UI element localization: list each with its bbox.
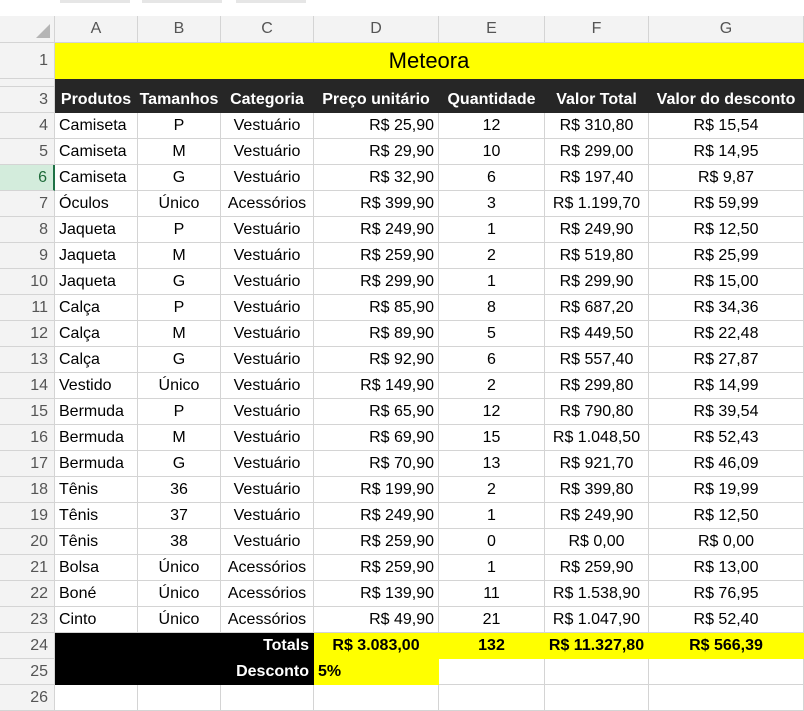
table-cell[interactable]: Único [138,191,221,217]
table-cell[interactable]: 21 [439,607,545,633]
tab-fragment [142,0,222,3]
table-cell[interactable]: Vestuário [221,503,314,529]
table-cell[interactable]: P [138,399,221,425]
table-cell[interactable]: Óculos [55,191,138,217]
table-cell[interactable]: R$ 0,00 [545,529,649,555]
select-all-icon [36,24,50,38]
row-header-5[interactable]: 5 [0,139,55,165]
header-categoria[interactable]: Categoria [221,87,314,113]
table-cell[interactable]: 1 [439,217,545,243]
table-cell[interactable]: 11 [439,581,545,607]
table-cell[interactable]: G [138,347,221,373]
table-cell[interactable]: R$ 299,90 [314,269,439,295]
table-cell[interactable]: Camiseta [55,139,138,165]
table-cell[interactable]: Bermuda [55,451,138,477]
table-cell[interactable]: Jaqueta [55,243,138,269]
table-cell[interactable]: R$ 34,36 [649,295,804,321]
row-header-14[interactable]: 14 [0,373,55,399]
table-cell[interactable]: Vestuário [221,451,314,477]
table-cell[interactable]: R$ 790,80 [545,399,649,425]
header-tamanhos[interactable]: Tamanhos [138,87,221,113]
table-cell[interactable]: Calça [55,321,138,347]
table-cell[interactable]: 36 [138,477,221,503]
table-cell[interactable]: R$ 92,90 [314,347,439,373]
row-header-21[interactable]: 21 [0,555,55,581]
table-cell[interactable]: R$ 32,90 [314,165,439,191]
table-cell[interactable]: R$ 1.538,90 [545,581,649,607]
column-header-c[interactable]: C [221,16,314,43]
table-cell[interactable]: R$ 14,99 [649,373,804,399]
header-valor-desconto[interactable]: Valor do desconto [649,87,804,113]
column-header-g[interactable]: G [649,16,804,43]
table-cell[interactable]: Jaqueta [55,269,138,295]
table-cell[interactable]: Calça [55,347,138,373]
table-cell[interactable]: R$ 69,90 [314,425,439,451]
table-cell[interactable]: M [138,139,221,165]
header-preco-unitario[interactable]: Preço unitário [314,87,439,113]
table-cell[interactable]: Acessórios [221,555,314,581]
table-cell[interactable]: Jaqueta [55,217,138,243]
header-quantidade[interactable]: Quantidade [439,87,545,113]
table-cell[interactable]: 5 [439,321,545,347]
tab-fragment [60,0,130,3]
table-cell[interactable]: Cinto [55,607,138,633]
table-cell[interactable]: Bermuda [55,399,138,425]
table-cell[interactable]: R$ 15,54 [649,113,804,139]
column-header-b[interactable]: B [138,16,221,43]
table-cell[interactable]: Vestuário [221,165,314,191]
table-cell[interactable]: 12 [439,113,545,139]
table-cell[interactable]: Vestuário [221,321,314,347]
table-cell[interactable]: R$ 13,00 [649,555,804,581]
table-cell[interactable]: R$ 29,90 [314,139,439,165]
table-cell[interactable]: Único [138,555,221,581]
row-header-13[interactable]: 13 [0,347,55,373]
table-cell[interactable]: R$ 25,90 [314,113,439,139]
table-cell[interactable]: 12 [439,399,545,425]
column-header-a[interactable]: A [55,16,138,43]
table-cell[interactable]: Vestuário [221,477,314,503]
table-cell[interactable]: R$ 12,50 [649,503,804,529]
table-cell[interactable]: R$ 89,90 [314,321,439,347]
empty-cell[interactable] [649,685,804,711]
table-cell[interactable]: R$ 52,40 [649,607,804,633]
table-cell[interactable]: Vestuário [221,243,314,269]
table-cell[interactable]: 2 [439,477,545,503]
table-cell[interactable]: R$ 46,09 [649,451,804,477]
table-cell[interactable]: 38 [138,529,221,555]
title-cell[interactable]: Meteora [55,43,804,79]
table-cell[interactable]: Vestido [55,373,138,399]
row-header-17[interactable]: 17 [0,451,55,477]
table-cell[interactable]: 8 [439,295,545,321]
table-cell[interactable]: Vestuário [221,399,314,425]
empty-cell[interactable] [439,685,545,711]
table-cell[interactable]: R$ 519,80 [545,243,649,269]
header-produtos[interactable]: Produtos [55,87,138,113]
table-cell[interactable]: R$ 197,40 [545,165,649,191]
row-header-2[interactable] [0,79,55,87]
row-header-16[interactable]: 16 [0,425,55,451]
table-cell[interactable]: Único [138,607,221,633]
table-cell[interactable]: M [138,243,221,269]
table-cell[interactable]: R$ 14,95 [649,139,804,165]
total-quantidade[interactable]: 132 [439,633,545,659]
table-cell[interactable]: 1 [439,503,545,529]
table-cell[interactable]: R$ 39,54 [649,399,804,425]
row-header-7[interactable]: 7 [0,191,55,217]
table-cell[interactable]: R$ 12,50 [649,217,804,243]
table-cell[interactable]: R$ 19,99 [649,477,804,503]
table-cell[interactable]: 10 [439,139,545,165]
table-cell[interactable]: R$ 1.047,90 [545,607,649,633]
table-cell[interactable]: R$ 299,00 [545,139,649,165]
row-header-3[interactable]: 3 [0,87,55,113]
discount-label[interactable]: Desconto [55,659,314,685]
row-header-22[interactable]: 22 [0,581,55,607]
table-cell[interactable]: R$ 249,90 [545,217,649,243]
table-cell[interactable]: 13 [439,451,545,477]
table-cell[interactable]: R$ 49,90 [314,607,439,633]
table-cell[interactable]: R$ 299,80 [545,373,649,399]
table-cell[interactable]: G [138,451,221,477]
table-cell[interactable]: Tênis [55,529,138,555]
table-cell[interactable]: Acessórios [221,607,314,633]
table-cell[interactable]: P [138,295,221,321]
table-cell[interactable]: 2 [439,373,545,399]
table-cell[interactable]: P [138,217,221,243]
table-cell[interactable]: R$ 139,90 [314,581,439,607]
table-cell[interactable]: Bolsa [55,555,138,581]
table-cell[interactable]: R$ 310,80 [545,113,649,139]
total-valor[interactable]: R$ 11.327,80 [545,633,649,659]
table-cell[interactable]: 6 [439,347,545,373]
table-cell[interactable]: 3 [439,191,545,217]
row-header-20[interactable]: 20 [0,529,55,555]
table-cell[interactable]: Calça [55,295,138,321]
table-cell[interactable]: R$ 0,00 [649,529,804,555]
table-cell[interactable]: R$ 1.048,50 [545,425,649,451]
toolbar-strip [0,0,804,16]
row-header-6[interactable]: 6 [0,165,55,191]
header-valor-total[interactable]: Valor Total [545,87,649,113]
table-cell[interactable]: R$ 9,87 [649,165,804,191]
table-cell[interactable]: 2 [439,243,545,269]
table-cell[interactable]: R$ 399,80 [545,477,649,503]
table-cell[interactable]: Vestuário [221,113,314,139]
row-header-26[interactable]: 26 [0,685,55,711]
table-cell[interactable]: Vestuário [221,217,314,243]
table-cell[interactable]: Único [138,581,221,607]
discount-value[interactable]: 5% [314,659,439,685]
table-cell[interactable]: 6 [439,165,545,191]
table-cell[interactable]: R$ 249,90 [545,503,649,529]
table-cell[interactable]: G [138,269,221,295]
empty-cell[interactable] [545,685,649,711]
tab-fragment [236,0,306,3]
row-header-10[interactable]: 10 [0,269,55,295]
header-band[interactable] [55,79,804,87]
table-cell[interactable]: R$ 449,50 [545,321,649,347]
row-header-1[interactable]: 1 [0,43,55,79]
empty-cell[interactable] [138,685,221,711]
table-cell[interactable]: 15 [439,425,545,451]
table-cell[interactable]: P [138,113,221,139]
table-cell[interactable]: R$ 259,90 [314,555,439,581]
table-cell[interactable]: Único [138,373,221,399]
table-cell[interactable]: Camiseta [55,113,138,139]
table-cell[interactable]: M [138,321,221,347]
column-header-e[interactable]: E [439,16,545,43]
table-cell[interactable]: R$ 259,90 [314,243,439,269]
table-cell[interactable]: R$ 70,90 [314,451,439,477]
table-cell[interactable]: R$ 15,00 [649,269,804,295]
table-cell[interactable]: 37 [138,503,221,529]
table-cell[interactable]: Vestuário [221,139,314,165]
row-header-19[interactable]: 19 [0,503,55,529]
table-cell[interactable]: M [138,425,221,451]
table-cell[interactable]: Vestuário [221,529,314,555]
table-cell[interactable]: R$ 199,90 [314,477,439,503]
table-cell[interactable]: R$ 399,90 [314,191,439,217]
table-cell[interactable]: R$ 921,70 [545,451,649,477]
table-cell[interactable]: R$ 65,90 [314,399,439,425]
empty-cell[interactable] [649,659,804,685]
row-header-23[interactable]: 23 [0,607,55,633]
empty-cell[interactable] [55,685,138,711]
row-header-8[interactable]: 8 [0,217,55,243]
row-header-25[interactable]: 25 [0,659,55,685]
table-cell[interactable]: R$ 76,95 [649,581,804,607]
column-header-f[interactable]: F [545,16,649,43]
table-cell[interactable]: R$ 59,99 [649,191,804,217]
table-cell[interactable]: R$ 25,99 [649,243,804,269]
row-header-11[interactable]: 11 [0,295,55,321]
table-cell[interactable]: R$ 27,87 [649,347,804,373]
table-cell[interactable]: G [138,165,221,191]
row-header-9[interactable]: 9 [0,243,55,269]
column-header-d[interactable]: D [314,16,439,43]
empty-cell[interactable] [439,659,545,685]
table-cell[interactable]: R$ 249,90 [314,217,439,243]
table-cell[interactable]: 1 [439,555,545,581]
empty-cell[interactable] [314,685,439,711]
table-cell[interactable]: R$ 52,43 [649,425,804,451]
table-cell[interactable]: R$ 249,90 [314,503,439,529]
table-cell[interactable]: R$ 1.199,70 [545,191,649,217]
table-cell[interactable]: Boné [55,581,138,607]
table-cell[interactable]: Vestuário [221,269,314,295]
row-header-4[interactable]: 4 [0,113,55,139]
table-cell[interactable]: R$ 259,90 [545,555,649,581]
table-cell[interactable]: R$ 687,20 [545,295,649,321]
empty-cell[interactable] [545,659,649,685]
table-cell[interactable]: R$ 22,48 [649,321,804,347]
table-cell[interactable]: Vestuário [221,425,314,451]
table-cell[interactable]: R$ 557,40 [545,347,649,373]
table-cell[interactable]: 0 [439,529,545,555]
table-cell[interactable]: R$ 149,90 [314,373,439,399]
table-cell[interactable]: Vestuário [221,373,314,399]
table-cell[interactable]: R$ 259,90 [314,529,439,555]
empty-cell[interactable] [221,685,314,711]
table-cell[interactable]: Bermuda [55,425,138,451]
table-cell[interactable]: Tênis [55,503,138,529]
total-desconto[interactable]: R$ 566,39 [649,633,804,659]
table-cell[interactable]: Tênis [55,477,138,503]
table-cell[interactable]: Vestuário [221,295,314,321]
table-cell[interactable]: R$ 85,90 [314,295,439,321]
table-cell[interactable]: R$ 299,90 [545,269,649,295]
table-cell[interactable]: Acessórios [221,581,314,607]
table-cell[interactable]: Vestuário [221,347,314,373]
table-cell[interactable]: Camiseta [55,165,138,191]
row-header-18[interactable]: 18 [0,477,55,503]
row-header-15[interactable]: 15 [0,399,55,425]
select-all-corner[interactable] [0,16,55,43]
totals-label[interactable]: Totals [55,633,314,659]
table-cell[interactable]: Acessórios [221,191,314,217]
row-header-24[interactable]: 24 [0,633,55,659]
table-cell[interactable]: 1 [439,269,545,295]
row-header-12[interactable]: 12 [0,321,55,347]
total-preco[interactable]: R$ 3.083,00 [314,633,439,659]
